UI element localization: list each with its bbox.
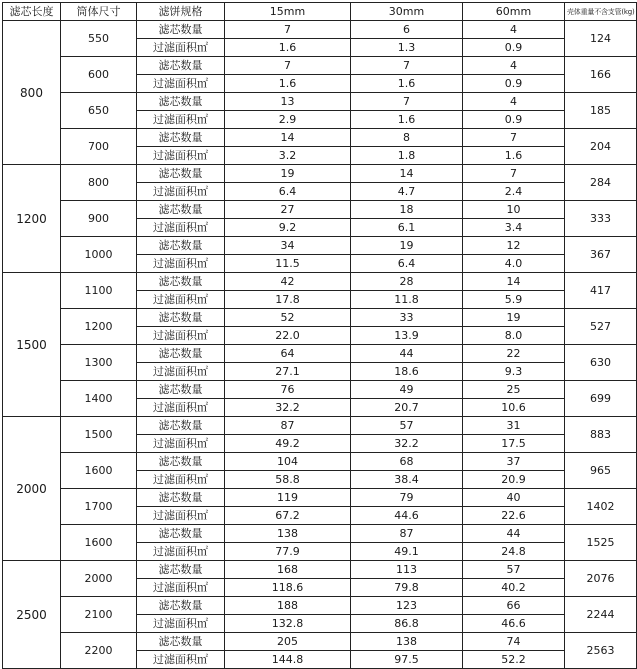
count-value-cell: 34 bbox=[225, 237, 351, 255]
area-value-cell: 1.6 bbox=[225, 39, 351, 57]
table-row bbox=[3, 237, 637, 255]
area-value-cell: 2.4 bbox=[463, 183, 565, 201]
housing-size-cell: 2100 bbox=[61, 597, 137, 633]
count-value-cell: 66 bbox=[463, 597, 565, 615]
area-value-cell: 1.6 bbox=[351, 75, 463, 93]
area-value-cell: 1.6 bbox=[351, 111, 463, 129]
count-value-cell: 4 bbox=[463, 93, 565, 111]
filter-length-cell: 1500 bbox=[3, 273, 61, 417]
area-value-cell: 27.1 bbox=[225, 363, 351, 381]
count-value-cell: 44 bbox=[351, 345, 463, 363]
count-value-cell: 42 bbox=[225, 273, 351, 291]
count-value-cell: 168 bbox=[225, 561, 351, 579]
count-value-cell: 87 bbox=[351, 525, 463, 543]
area-value-cell: 49.1 bbox=[351, 543, 463, 561]
housing-size-cell: 1700 bbox=[61, 489, 137, 525]
table-row bbox=[3, 57, 637, 75]
area-label-cell: 过滤面积㎡ bbox=[137, 219, 225, 237]
housing-size-cell: 650 bbox=[61, 93, 137, 129]
count-value-cell: 7 bbox=[351, 57, 463, 75]
count-label-cell: 滤芯数量 bbox=[137, 489, 225, 507]
area-value-cell: 4.7 bbox=[351, 183, 463, 201]
area-value-cell: 1.8 bbox=[351, 147, 463, 165]
table-row bbox=[3, 597, 637, 615]
table-body bbox=[3, 21, 637, 669]
count-value-cell: 74 bbox=[463, 633, 565, 651]
count-value-cell: 57 bbox=[351, 417, 463, 435]
table-row bbox=[3, 489, 637, 507]
area-value-cell: 9.2 bbox=[225, 219, 351, 237]
area-label-cell: 过滤面积㎡ bbox=[137, 363, 225, 381]
area-value-cell: 5.9 bbox=[463, 291, 565, 309]
weight-cell: 2244 bbox=[565, 597, 637, 633]
area-value-cell: 20.9 bbox=[463, 471, 565, 489]
area-value-cell: 46.6 bbox=[463, 615, 565, 633]
count-label-cell: 滤芯数量 bbox=[137, 165, 225, 183]
table-row bbox=[3, 165, 637, 183]
count-value-cell: 4 bbox=[463, 57, 565, 75]
header-30mm: 30mm bbox=[351, 3, 463, 21]
table-row bbox=[3, 345, 637, 363]
count-value-cell: 18 bbox=[351, 201, 463, 219]
table-row bbox=[3, 201, 637, 219]
area-value-cell: 11.5 bbox=[225, 255, 351, 273]
count-label-cell: 滤芯数量 bbox=[137, 129, 225, 147]
count-value-cell: 64 bbox=[225, 345, 351, 363]
table-row bbox=[3, 93, 637, 111]
count-value-cell: 25 bbox=[463, 381, 565, 399]
table-row bbox=[3, 525, 637, 543]
area-label-cell: 过滤面积㎡ bbox=[137, 39, 225, 57]
area-label-cell: 过滤面积㎡ bbox=[137, 435, 225, 453]
count-label-cell: 滤芯数量 bbox=[137, 201, 225, 219]
housing-size-cell: 1300 bbox=[61, 345, 137, 381]
count-value-cell: 22 bbox=[463, 345, 565, 363]
area-value-cell: 77.9 bbox=[225, 543, 351, 561]
count-label-cell: 滤芯数量 bbox=[137, 57, 225, 75]
area-value-cell: 49.2 bbox=[225, 435, 351, 453]
header-spec: 滤饼规格 bbox=[137, 3, 225, 21]
count-value-cell: 40 bbox=[463, 489, 565, 507]
filter-spec-table bbox=[2, 2, 637, 669]
count-value-cell: 14 bbox=[225, 129, 351, 147]
table-row bbox=[3, 21, 637, 39]
count-label-cell: 滤芯数量 bbox=[137, 345, 225, 363]
count-label-cell: 滤芯数量 bbox=[137, 237, 225, 255]
area-label-cell: 过滤面积㎡ bbox=[137, 147, 225, 165]
count-value-cell: 7 bbox=[463, 129, 565, 147]
area-label-cell: 过滤面积㎡ bbox=[137, 111, 225, 129]
area-value-cell: 9.3 bbox=[463, 363, 565, 381]
housing-size-cell: 550 bbox=[61, 21, 137, 57]
weight-cell: 333 bbox=[565, 201, 637, 237]
count-value-cell: 7 bbox=[225, 21, 351, 39]
count-label-cell: 滤芯数量 bbox=[137, 453, 225, 471]
count-label-cell: 滤芯数量 bbox=[137, 381, 225, 399]
weight-cell: 630 bbox=[565, 345, 637, 381]
count-value-cell: 7 bbox=[351, 93, 463, 111]
filter-length-cell: 2500 bbox=[3, 561, 61, 669]
area-value-cell: 132.8 bbox=[225, 615, 351, 633]
housing-size-cell: 2200 bbox=[61, 633, 137, 669]
count-value-cell: 10 bbox=[463, 201, 565, 219]
area-value-cell: 6.4 bbox=[225, 183, 351, 201]
weight-cell: 204 bbox=[565, 129, 637, 165]
area-value-cell: 6.1 bbox=[351, 219, 463, 237]
table-row bbox=[3, 309, 637, 327]
count-value-cell: 14 bbox=[463, 273, 565, 291]
area-value-cell: 4.0 bbox=[463, 255, 565, 273]
housing-size-cell: 1400 bbox=[61, 381, 137, 417]
weight-cell: 166 bbox=[565, 57, 637, 93]
count-value-cell: 76 bbox=[225, 381, 351, 399]
area-label-cell: 过滤面积㎡ bbox=[137, 615, 225, 633]
weight-cell: 284 bbox=[565, 165, 637, 201]
area-label-cell: 过滤面积㎡ bbox=[137, 579, 225, 597]
area-value-cell: 11.8 bbox=[351, 291, 463, 309]
area-value-cell: 118.6 bbox=[225, 579, 351, 597]
area-value-cell: 1.3 bbox=[351, 39, 463, 57]
count-value-cell: 49 bbox=[351, 381, 463, 399]
filter-length-cell: 800 bbox=[3, 21, 61, 165]
area-label-cell: 过滤面积㎡ bbox=[137, 543, 225, 561]
count-value-cell: 14 bbox=[351, 165, 463, 183]
housing-size-cell: 1200 bbox=[61, 309, 137, 345]
table-row bbox=[3, 273, 637, 291]
count-value-cell: 68 bbox=[351, 453, 463, 471]
count-value-cell: 8 bbox=[351, 129, 463, 147]
count-value-cell: 123 bbox=[351, 597, 463, 615]
count-value-cell: 87 bbox=[225, 417, 351, 435]
area-value-cell: 3.2 bbox=[225, 147, 351, 165]
area-value-cell: 22.0 bbox=[225, 327, 351, 345]
area-value-cell: 67.2 bbox=[225, 507, 351, 525]
housing-size-cell: 2000 bbox=[61, 561, 137, 597]
count-value-cell: 27 bbox=[225, 201, 351, 219]
table-row bbox=[3, 381, 637, 399]
area-value-cell: 144.8 bbox=[225, 651, 351, 669]
housing-size-cell: 1500 bbox=[61, 417, 137, 453]
weight-cell: 1402 bbox=[565, 489, 637, 525]
area-value-cell: 13.9 bbox=[351, 327, 463, 345]
count-value-cell: 79 bbox=[351, 489, 463, 507]
count-value-cell: 7 bbox=[225, 57, 351, 75]
count-value-cell: 13 bbox=[225, 93, 351, 111]
count-value-cell: 104 bbox=[225, 453, 351, 471]
area-label-cell: 过滤面积㎡ bbox=[137, 327, 225, 345]
housing-size-cell: 800 bbox=[61, 165, 137, 201]
area-value-cell: 97.5 bbox=[351, 651, 463, 669]
count-label-cell: 滤芯数量 bbox=[137, 21, 225, 39]
area-value-cell: 32.2 bbox=[225, 399, 351, 417]
housing-size-cell: 900 bbox=[61, 201, 137, 237]
area-value-cell: 6.4 bbox=[351, 255, 463, 273]
area-value-cell: 79.8 bbox=[351, 579, 463, 597]
area-label-cell: 过滤面积㎡ bbox=[137, 291, 225, 309]
area-value-cell: 8.0 bbox=[463, 327, 565, 345]
header-housing-size: 筒体尺寸 bbox=[61, 3, 137, 21]
area-label-cell: 过滤面积㎡ bbox=[137, 651, 225, 669]
weight-cell: 2076 bbox=[565, 561, 637, 597]
count-value-cell: 188 bbox=[225, 597, 351, 615]
housing-size-cell: 700 bbox=[61, 129, 137, 165]
area-value-cell: 52.2 bbox=[463, 651, 565, 669]
count-value-cell: 44 bbox=[463, 525, 565, 543]
area-value-cell: 0.9 bbox=[463, 75, 565, 93]
count-label-cell: 滤芯数量 bbox=[137, 309, 225, 327]
count-label-cell: 滤芯数量 bbox=[137, 633, 225, 651]
count-value-cell: 12 bbox=[463, 237, 565, 255]
table-row bbox=[3, 561, 637, 579]
count-value-cell: 4 bbox=[463, 21, 565, 39]
area-value-cell: 32.2 bbox=[351, 435, 463, 453]
header-weight: 壳体重量不含支管(kg) bbox=[565, 3, 637, 21]
area-value-cell: 1.6 bbox=[463, 147, 565, 165]
count-value-cell: 119 bbox=[225, 489, 351, 507]
weight-cell: 367 bbox=[565, 237, 637, 273]
housing-size-cell: 1600 bbox=[61, 453, 137, 489]
area-value-cell: 44.6 bbox=[351, 507, 463, 525]
count-value-cell: 19 bbox=[463, 309, 565, 327]
area-label-cell: 过滤面积㎡ bbox=[137, 255, 225, 273]
area-label-cell: 过滤面积㎡ bbox=[137, 507, 225, 525]
count-value-cell: 19 bbox=[225, 165, 351, 183]
table-row bbox=[3, 453, 637, 471]
housing-size-cell: 1000 bbox=[61, 237, 137, 273]
count-value-cell: 57 bbox=[463, 561, 565, 579]
area-label-cell: 过滤面积㎡ bbox=[137, 471, 225, 489]
area-value-cell: 58.8 bbox=[225, 471, 351, 489]
housing-size-cell: 600 bbox=[61, 57, 137, 93]
filter-length-cell: 1200 bbox=[3, 165, 61, 273]
housing-size-cell: 1600 bbox=[61, 525, 137, 561]
header-15mm: 15mm bbox=[225, 3, 351, 21]
weight-cell: 527 bbox=[565, 309, 637, 345]
header-60mm: 60mm bbox=[463, 3, 565, 21]
count-label-cell: 滤芯数量 bbox=[137, 93, 225, 111]
count-value-cell: 205 bbox=[225, 633, 351, 651]
area-value-cell: 10.6 bbox=[463, 399, 565, 417]
weight-cell: 124 bbox=[565, 21, 637, 57]
area-value-cell: 20.7 bbox=[351, 399, 463, 417]
area-value-cell: 22.6 bbox=[463, 507, 565, 525]
count-label-cell: 滤芯数量 bbox=[137, 273, 225, 291]
count-value-cell: 37 bbox=[463, 453, 565, 471]
weight-cell: 1525 bbox=[565, 525, 637, 561]
area-value-cell: 0.9 bbox=[463, 39, 565, 57]
area-label-cell: 过滤面积㎡ bbox=[137, 75, 225, 93]
count-value-cell: 28 bbox=[351, 273, 463, 291]
area-value-cell: 40.2 bbox=[463, 579, 565, 597]
area-label-cell: 过滤面积㎡ bbox=[137, 183, 225, 201]
area-value-cell: 2.9 bbox=[225, 111, 351, 129]
area-value-cell: 3.4 bbox=[463, 219, 565, 237]
count-value-cell: 52 bbox=[225, 309, 351, 327]
count-label-cell: 滤芯数量 bbox=[137, 525, 225, 543]
weight-cell: 699 bbox=[565, 381, 637, 417]
area-value-cell: 38.4 bbox=[351, 471, 463, 489]
count-value-cell: 33 bbox=[351, 309, 463, 327]
table-row bbox=[3, 633, 637, 651]
table-row bbox=[3, 417, 637, 435]
weight-cell: 185 bbox=[565, 93, 637, 129]
weight-cell: 883 bbox=[565, 417, 637, 453]
header-row bbox=[3, 3, 637, 21]
area-value-cell: 18.6 bbox=[351, 363, 463, 381]
count-value-cell: 6 bbox=[351, 21, 463, 39]
housing-size-cell: 1100 bbox=[61, 273, 137, 309]
table-row bbox=[3, 129, 637, 147]
area-value-cell: 86.8 bbox=[351, 615, 463, 633]
area-value-cell: 24.8 bbox=[463, 543, 565, 561]
count-label-cell: 滤芯数量 bbox=[137, 561, 225, 579]
count-value-cell: 19 bbox=[351, 237, 463, 255]
area-value-cell: 1.6 bbox=[225, 75, 351, 93]
area-value-cell: 17.8 bbox=[225, 291, 351, 309]
header-filter-length: 滤芯长度 bbox=[3, 3, 61, 21]
count-value-cell: 138 bbox=[225, 525, 351, 543]
count-value-cell: 113 bbox=[351, 561, 463, 579]
weight-cell: 965 bbox=[565, 453, 637, 489]
count-label-cell: 滤芯数量 bbox=[137, 597, 225, 615]
count-label-cell: 滤芯数量 bbox=[137, 417, 225, 435]
weight-cell: 417 bbox=[565, 273, 637, 309]
area-value-cell: 17.5 bbox=[463, 435, 565, 453]
area-label-cell: 过滤面积㎡ bbox=[137, 399, 225, 417]
filter-length-cell: 2000 bbox=[3, 417, 61, 561]
area-value-cell: 0.9 bbox=[463, 111, 565, 129]
count-value-cell: 7 bbox=[463, 165, 565, 183]
count-value-cell: 138 bbox=[351, 633, 463, 651]
weight-cell: 2563 bbox=[565, 633, 637, 669]
count-value-cell: 31 bbox=[463, 417, 565, 435]
